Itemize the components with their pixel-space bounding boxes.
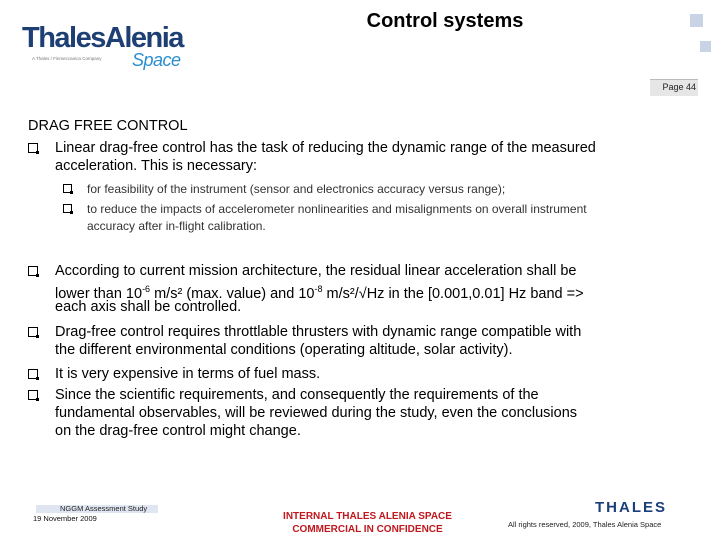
decor-square <box>700 41 711 52</box>
bullet-text: According to current mission architecture, the residual linear acceleration shall be <box>55 263 577 279</box>
thales-alenia-space-logo <box>22 20 192 72</box>
confidential-line: INTERNAL THALES ALENIA SPACE <box>283 511 452 522</box>
footer-project-name: NGGM Assessment Study <box>60 504 148 513</box>
checkbox-bullet-icon <box>28 143 38 153</box>
bullet-text: Since the scientific requirements, and consequently the requirements of the <box>55 387 539 403</box>
intro-line: acceleration. This is necessary: <box>55 158 258 174</box>
checkbox-bullet-icon <box>63 184 72 193</box>
sub-bullet-text: to reduce the impacts of accelerometer nonlinearities and misalignments on overall instrument <box>87 202 587 216</box>
bullet-text: fundamental observables, will be reviewed during the study, even the conclusions <box>55 405 578 421</box>
page-number: Page 44 <box>662 82 696 92</box>
bullet-text: lower than $10^{-6}$ m/s² (max. value) and $10^{-8}$ m/s²/√Hz in the [0.001,0.01] Hz band => <box>55 284 584 302</box>
bullet-text: each axis shall be controlled. <box>55 299 242 315</box>
checkbox-bullet-icon <box>63 204 72 213</box>
bullet-text: the different environmental conditions (operating altitude, solar activity). <box>55 342 513 358</box>
checkbox-bullet-icon <box>28 390 38 400</box>
thales-logo: THALES <box>595 499 667 516</box>
slide-title: Control systems <box>366 10 524 32</box>
logo-tagline: A Thales / Finmeccanica Company <box>32 56 102 61</box>
bullet-text: It is very expensive in terms of fuel mass. <box>55 366 321 382</box>
copyright-notice: All rights reserved, 2009, Thales Alenia Space <box>508 520 662 529</box>
decor-square <box>690 14 703 27</box>
logo-space-text: Space <box>132 50 181 70</box>
confidentiality-notice <box>260 510 475 536</box>
checkbox-bullet-icon <box>28 266 38 276</box>
intro-line: Linear drag-free control has the task of reducing the dynamic range of the measured <box>55 140 596 156</box>
sub-bullet-text: for feasibility of the instrument (sensor and electronics accuracy versus range); <box>87 182 506 196</box>
checkbox-bullet-icon <box>28 327 38 337</box>
bullet-text: Drag-free control requires throttlable thrusters with dynamic range compatible with <box>55 324 582 340</box>
section-heading: DRAG FREE CONTROL <box>28 118 188 134</box>
footer-date: 19 November 2009 <box>33 514 97 523</box>
logo-brand-text: ThalesAlenia <box>22 22 183 54</box>
sub-bullet-text: accuracy after in-flight calibration. <box>87 219 266 233</box>
checkbox-bullet-icon <box>28 369 38 379</box>
confidential-line: COMMERCIAL IN CONFIDENCE <box>292 524 443 535</box>
bullet-text: on the drag-free control might change. <box>55 423 301 439</box>
